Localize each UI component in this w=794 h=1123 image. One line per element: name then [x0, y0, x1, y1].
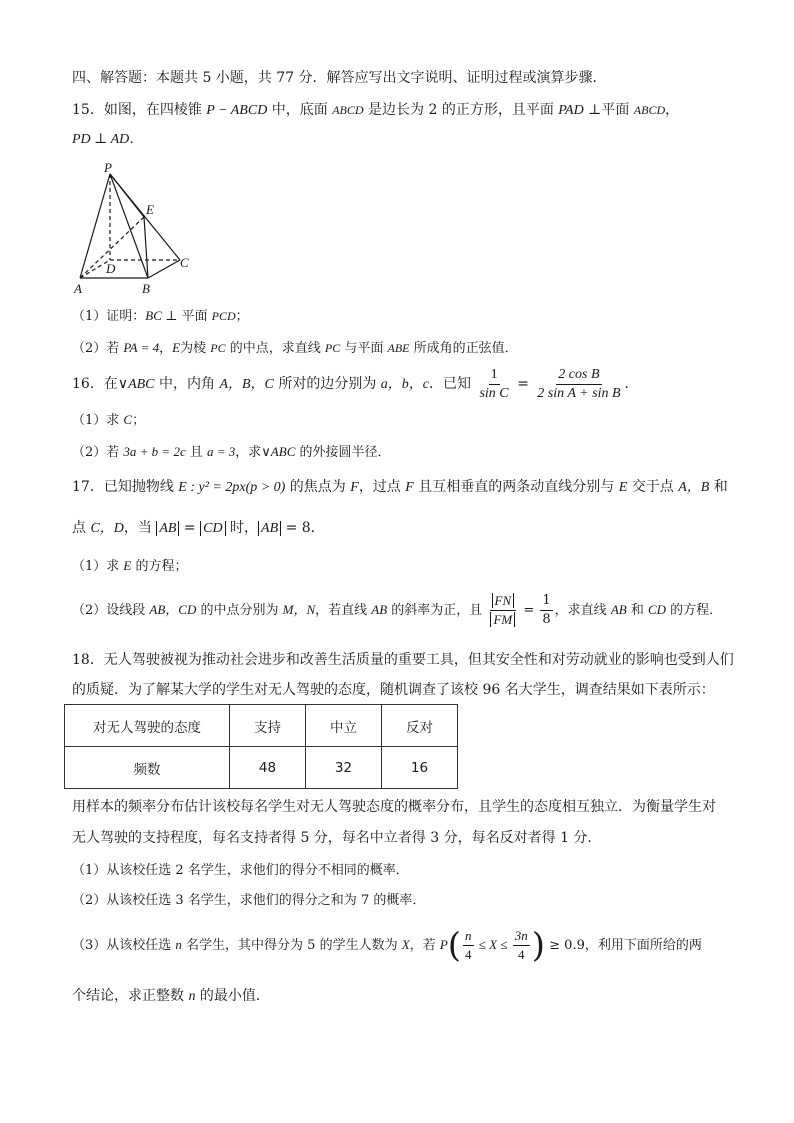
- edge-PE: [110, 174, 144, 217]
- q18-stem-line4: 无人驾驶的支持程度，每名支持者得 5 分，每名中立者得 3 分，每名反对者得 1 分．: [72, 830, 602, 846]
- q16-fraction-right: $\frac{\text{2 cos B}}{\text{2 sin A + sin B}}$: [537, 366, 621, 401]
- q17-stem-line2: 点 C，D，当 AB = CD 时， AB = 8．: [72, 520, 325, 536]
- table-header-cell: 对无人驾驶的态度: [65, 705, 230, 747]
- q15-stem-line1: 15．如图，在四棱锥 P − ABCD 中，底面 ABCD 是边长为 2 的正方形，且平面 PAD ⊥平面 ABCD，: [72, 102, 680, 118]
- table-cell: 48: [230, 747, 306, 789]
- label-A: A: [74, 281, 82, 296]
- table-cell: 频数: [65, 747, 230, 789]
- q18-part2: （2）从该校任选 3 名学生，求他们的得分之和为 7 的概率．: [72, 893, 426, 908]
- q15-part2: （2）若 PA = 4，E为棱 PC 的中点，求直线 PC 与平面 ABE 所成角的正弦值．: [72, 340, 518, 356]
- q17-ratio-fraction: $\frac{FN}{FM}$: [488, 592, 517, 629]
- table-cell: 32: [306, 747, 382, 789]
- table-header-row: [65, 705, 458, 747]
- table-header-cell: 中立: [306, 705, 382, 747]
- q18-stem-line1: 18．无人驾驶被视为推动社会进步和改善生活质量的重要工具，但其安全性和对劳动就业的影响也受到人们: [72, 652, 734, 668]
- q17-value-fraction: $\frac{1}{8}$: [542, 593, 551, 627]
- q16-part2: （2）若 3a + b = 2c 且 a = 3，求∨ABC 的外接圆半径．: [72, 444, 391, 460]
- label-D: D: [106, 261, 116, 276]
- q17-part2: （2）设线段 AB，CD 的中点分别为 M，N，若直线 AB 的斜率为正，且 $\frac{FN}{FM}$ = $\frac{1}{8}$ ，求直线 AB 和 CD 的方程．: [72, 593, 723, 627]
- left-paren: (: [447, 925, 462, 966]
- label-B: B: [142, 281, 150, 296]
- q17-part1: （1）求 E 的方程；: [72, 558, 188, 574]
- q18-stem-line2: 的质疑．为了解某大学的学生对无人驾驶的态度，随机调查了该校 96 名大学生，调查结果如下表所示：: [72, 682, 715, 698]
- pyramid-figure: [72, 160, 202, 300]
- q18-part1: （1）从该校任选 2 名学生，求他们的得分不相同的概率．: [72, 863, 409, 878]
- q18-part3-continued: 个结论，求正整数 n 的最小值．: [72, 988, 270, 1004]
- label-E: E: [146, 202, 154, 217]
- q15-stem-line2: PD ⊥ AD．: [72, 132, 144, 147]
- section-title: 四、解答题：本题共 5 小题，共 77 分．解答应写出文字说明、证明过程或演算步骤．: [72, 70, 607, 86]
- right-paren: ): [531, 925, 546, 966]
- q16-part1: （1）求 C；: [72, 412, 146, 428]
- q18-stem-line3: 用样本的频率分布估计该校每名学生对无人驾驶态度的概率分布，且学生的态度相互独立．为衡量学生对: [72, 799, 716, 815]
- q18-part3: （3）从该校任选 n 名学生，其中得分为 5 的学生人数为 X，若 P( $\frac{n}{4}$ ≤ X ≤ $\frac{3n}{4}$ ) ≥ 0.9，利用下面所给的两: [72, 925, 702, 966]
- table-cell: 16: [382, 747, 458, 789]
- q17-stem-line1: 17．已知抛物线 E : y² = 2px(p > 0) 的焦点为 F，过点 F 且互相垂直的两条动直线分别与 E 交于点 A，B 和: [72, 479, 728, 495]
- q18-upper-bound-fraction: $\frac{3n}{4}$: [514, 928, 528, 962]
- table-header-cell: 支持: [230, 705, 306, 747]
- label-P: P: [104, 160, 112, 175]
- edge-BC: [148, 260, 180, 278]
- q15-part1: （1）证明：BC ⊥ 平面 PCD；: [72, 308, 249, 324]
- q16-fraction-left: $\frac{1}{\text{sin C}}$: [479, 366, 509, 401]
- table-header-cell: 反对: [382, 705, 458, 747]
- edge-PB: [110, 174, 148, 278]
- label-C: C: [180, 255, 189, 270]
- q18-lower-bound-fraction: $\frac{n}{4}$: [465, 928, 472, 962]
- q16-stem: 16．在∨ABC 中，内角 A，B，C 所对的边分别为 a，b，c．已知 $\frac{1}{\text{sin C}}$ = $\frac{\text{2 cos B}}{\text{2 sin A + sin B}}$ ．: [72, 366, 639, 401]
- table-row: [65, 747, 458, 789]
- attitude-frequency-table: [64, 704, 458, 789]
